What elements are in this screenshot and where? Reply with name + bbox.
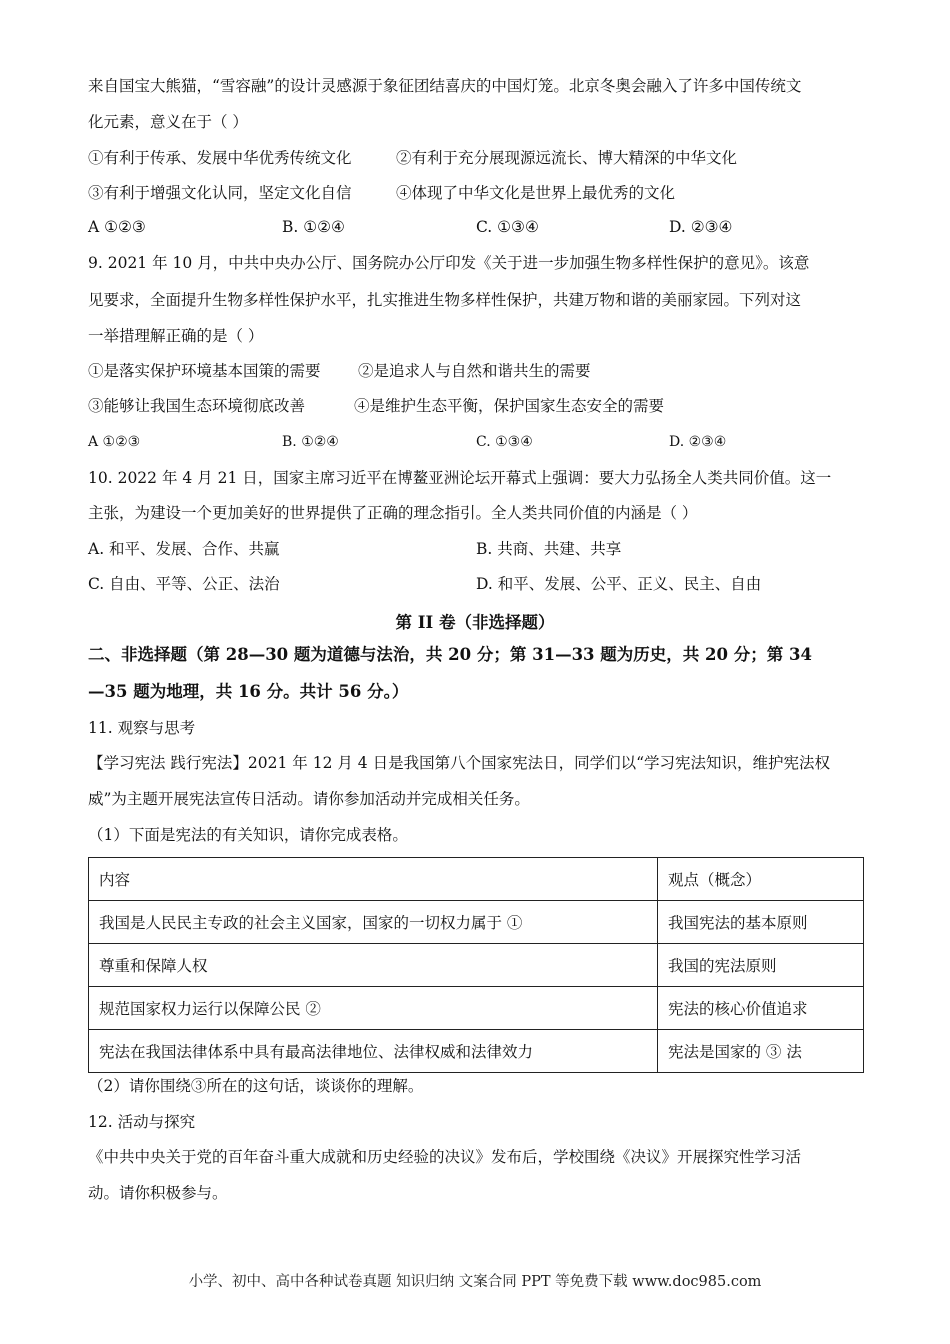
q12-intro-line1: 《中共中央关于党的百年奋斗重大成就和历史经验的决议》发布后，学校围绕《决议》开展探究性学习活 bbox=[88, 1148, 802, 1166]
table-row bbox=[89, 1030, 864, 1073]
q9-statement-1: ①是落实保护环境基本国策的需要 bbox=[88, 362, 321, 380]
q8-option-b: B. ①②④ bbox=[282, 218, 345, 236]
q9-statement-4: ④是维护生态平衡，保护国家生态安全的需要 bbox=[354, 397, 665, 415]
table-cell: 尊重和保障人权 bbox=[89, 944, 658, 987]
q10-stem-line1: 10. 2022 年 4 月 21 日，国家主席习近平在博鳌亚洲论坛开幕式上强调：要大力弘扬全人类共同价值。这一 bbox=[88, 469, 832, 487]
q11-intro-line2: 威”为主题开展宪法宣传日活动。请你参加活动并完成相关任务。 bbox=[88, 790, 530, 808]
q10-option-d: D. 和平、发展、公平、正义、民主、自由 bbox=[476, 575, 762, 593]
q11-intro-line1: 【学习宪法 践行宪法】2021 年 12 月 4 日是我国第八个国家宪法日，同学们以“学习宪法知识，维护宪法权 bbox=[88, 754, 831, 772]
q9-stem-line1: 9. 2021 年 10 月，中共中央办公厅、国务院办公厅印发《关于进一步加强生物多样性保护的意见》。该意 bbox=[88, 254, 810, 272]
q10-option-b: B. 共商、共建、共享 bbox=[476, 540, 622, 558]
q9-option-c: C. ①③④ bbox=[476, 434, 533, 450]
q8-statement-1: ①有利于传承、发展中华优秀传统文化 bbox=[88, 149, 352, 167]
q11-title: 11. 观察与思考 bbox=[88, 719, 196, 737]
q9-stem-line3: 一举措理解正确的是（ ） bbox=[88, 327, 264, 345]
q10-option-a: A. 和平、发展、合作、共赢 bbox=[88, 540, 280, 558]
q8-option-d: D. ②③④ bbox=[669, 218, 733, 236]
part2-heading-line1: 二、非选择题（第 28—30 题为道德与法治，共 20 分；第 31—33 题为历史，共 20 分；第 34 bbox=[88, 645, 812, 664]
q9-statement-2: ②是追求人与自然和谐共生的需要 bbox=[358, 362, 591, 380]
q12-title: 12. 活动与探究 bbox=[88, 1113, 196, 1131]
q12-intro-line2: 动。请你积极参与。 bbox=[88, 1184, 228, 1202]
table-row bbox=[89, 944, 864, 987]
part2-heading-line2: —35 题为地理，共 16 分。共计 56 分。） bbox=[88, 682, 409, 701]
table-header-cell: 内容 bbox=[89, 858, 658, 901]
table-cell: 宪法的核心价值追求 bbox=[658, 987, 864, 1030]
q8-statement-2: ②有利于充分展现源远流长、博大精深的中华文化 bbox=[396, 149, 738, 167]
q9-statement-3: ③能够让我国生态环境彻底改善 bbox=[88, 397, 306, 415]
table-cell: 我国宪法的基本原则 bbox=[658, 901, 864, 944]
table-row bbox=[89, 901, 864, 944]
table-header-cell: 观点（概念） bbox=[658, 858, 864, 901]
q9-option-a: A ①②③ bbox=[88, 434, 141, 450]
table-cell: 宪法是国家的 ③ 法 bbox=[658, 1030, 864, 1073]
q11-sub1: （1）下面是宪法的有关知识，请你完成表格。 bbox=[88, 826, 408, 844]
q8-stem-line1: 来自国宝大熊猫，“雪容融”的设计灵感源于象征团结喜庆的中国灯笼。北京冬奥会融入了许多中国传统文 bbox=[88, 77, 802, 95]
q8-option-c: C. ①③④ bbox=[476, 218, 539, 236]
q9-stem-line2: 见要求，全面提升生物多样性保护水平，扎实推进生物多样性保护，共建万物和谐的美丽家园。下列对这 bbox=[88, 291, 802, 309]
table-cell: 宪法在我国法律体系中具有最高法律地位、法律权威和法律效力 bbox=[89, 1030, 658, 1073]
q9-option-b: B. ①②④ bbox=[282, 434, 339, 450]
table-cell: 我国是人民民主专政的社会主义国家，国家的一切权力属于 ① bbox=[89, 901, 658, 944]
table-cell: 我国的宪法原则 bbox=[658, 944, 864, 987]
q8-option-a: A ①②③ bbox=[88, 218, 146, 236]
q8-statement-4: ④体现了中华文化是世界上最优秀的文化 bbox=[396, 184, 676, 202]
table-row bbox=[89, 987, 864, 1030]
q8-statement-3: ③有利于增强文化认同，坚定文化自信 bbox=[88, 184, 352, 202]
page-footer: 小学、初中、高中各种试卷真题 知识归纳 文案合同 PPT 等免费下载 www.doc985.com bbox=[188, 1274, 762, 1290]
part2-title: 第 II 卷（非选择题） bbox=[395, 613, 555, 632]
constitution-table bbox=[88, 857, 864, 1073]
q8-stem-line2: 化元素，意义在于（ ） bbox=[88, 113, 248, 131]
table-header-row bbox=[89, 858, 864, 901]
table-cell: 规范国家权力运行以保障公民 ② bbox=[89, 987, 658, 1030]
q10-option-c: C. 自由、平等、公正、法治 bbox=[88, 575, 280, 593]
q10-stem-line2: 主张，为建设一个更加美好的世界提供了正确的理念指引。全人类共同价值的内涵是（ ） bbox=[88, 504, 698, 522]
q9-option-d: D. ②③④ bbox=[669, 434, 727, 450]
q11-sub2: （2）请你围绕③所在的这句话，谈谈你的理解。 bbox=[88, 1077, 424, 1095]
